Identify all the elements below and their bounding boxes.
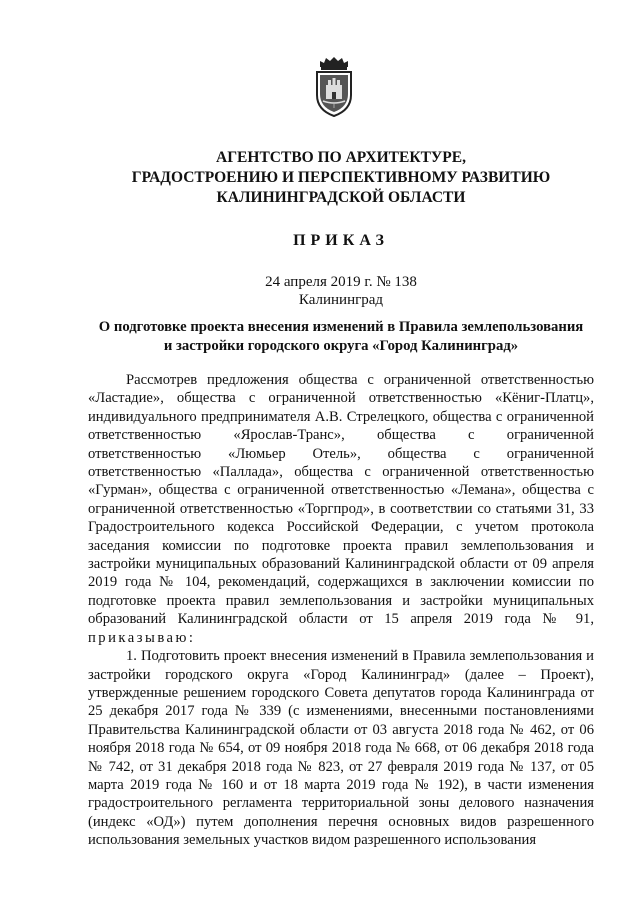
preamble-text: Рассмотрев предложения общества с ограниченной ответственностью «Ластадие», общества с ограниченной ответственностью «Кёниг-Платц», индивидуального предпринимателя А.В. Стрелецкого, общества с ограниченной ответственностью «Ярослав-Транс», общества с ограниченной ответственностью «Люмьер Отель», общества с ограниченной ответственностью «Паллада», общества с ограниченной ответственностью «Гурман», общества с ограниченной ответственностью «Лемана», общества с ограниченной ответственностью «Торгпрод», в соответствии со статьями 31, 33 Градостроительного кодекса Российской Федерации, с учетом протокола заседания комиссии по подготовке проекта правил землепользования и застройки муниципальных образований Калининградской области от 09 апреля 2019 года № 104, рекомендаций, содержащихся в заключении комиссии по подготовке проекта правил землепользования и застройки муниципальных образований Калининградской области от 15 апреля 2019 года № 91, [88,372,594,628]
agency-name [88,148,594,208]
order-date-number: 24 апреля 2019 г. № 138 [265,274,417,290]
coat-of-arms-emblem [312,55,356,118]
subject-line-1: О подготовке проекта внесения изменений в Правила землепользования [98,319,584,335]
orders-word: приказываю: [88,629,196,646]
subject-line-2: и застройки городского округа «Город Калининград» [163,338,519,354]
order-subject [88,318,594,356]
order-city: Калининград [298,292,384,308]
clause-1-paragraph: 1. Подготовить проект внесения изменений в Правила землепользования и застройки городского округа «Город Калининград» (далее – Проект), утвержденные решением городского Совета депутатов города Калининграда от 25 декабря 2017 года № 339 (с изменениями, внесенными постановлениями Правительства Калининградской области от 03 августа 2018 года № 462, от 06 ноября 2018 года № 654, от 09 ноября 2018 года № 668, от 06 декабря 2018 года № 742, от 31 декабря 2018 года № 823, от 27 февраля 2019 года № 137, от 05 марта 2019 года № 160 и от 18 марта 2019 года № 192), в части изменения градостроительного регламента территориальной зоны делового назначения (индекс «ОД») путем дополнения перечня основных видов разрешенного использования земельных участков видом разрешенного использования [88,648,594,849]
agency-line-2: ГРАДОСТРОЕНИЮ И ПЕРСПЕКТИВНОМУ РАЗВИТИЮ [131,169,551,186]
agency-line-1: АГЕНТСТВО ПО АРХИТЕКТУРЕ, [216,149,466,166]
document-body [88,371,594,850]
svg-text:I: I [333,104,335,110]
order-date-block [88,273,594,309]
agency-line-3: КАЛИНИНГРАДСКОЙ ОБЛАСТИ [216,189,466,206]
preamble-paragraph [88,371,594,647]
order-title: ПРИКАЗ [293,232,389,249]
